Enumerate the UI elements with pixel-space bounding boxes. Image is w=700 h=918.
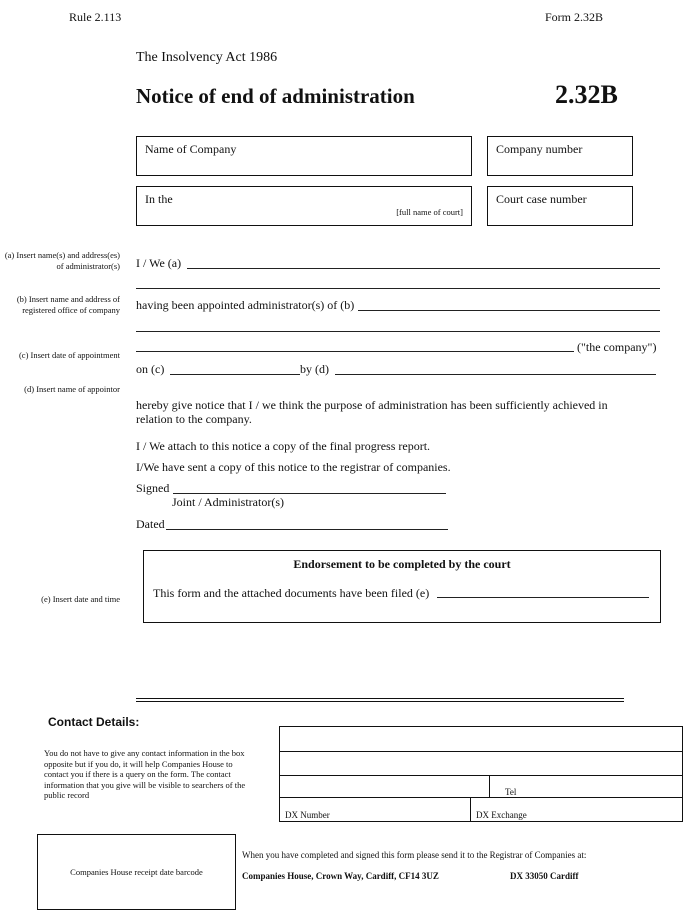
date-line[interactable] xyxy=(166,529,448,530)
attach-text: I / We attach to this notice a copy of the final progress report. xyxy=(136,439,431,453)
appointor-line[interactable] xyxy=(335,374,656,375)
company-name-label: Name of Company xyxy=(145,142,237,156)
signed-label: Signed xyxy=(136,481,170,495)
endorsement-box xyxy=(143,550,661,623)
form-number: Form 2.32B xyxy=(545,10,604,24)
company-line-3[interactable] xyxy=(136,351,574,352)
barcode-label: Companies House receipt date barcode xyxy=(70,867,203,877)
margin-note-d: (d) Insert name of appointor xyxy=(24,384,120,394)
in-the-label: In the xyxy=(145,192,173,206)
companies-house-address: Companies House, Crown Way, Cardiff, CF14 3UZ xyxy=(242,871,439,881)
tel-divider xyxy=(489,775,490,797)
company-name-field[interactable] xyxy=(136,136,472,176)
on-label: on (c) xyxy=(136,362,165,376)
filed-text: This form and the attached documents have been filed (e) xyxy=(153,586,430,600)
company-line-2[interactable] xyxy=(136,331,660,332)
appointment-date-line[interactable] xyxy=(170,374,300,375)
dated-label: Dated xyxy=(136,517,165,531)
joint-administrator-label: Joint / Administrator(s) xyxy=(172,495,284,509)
contact-row-divider-2 xyxy=(280,775,682,776)
dx-address: DX 33050 Cardiff xyxy=(510,871,579,881)
signature-line[interactable] xyxy=(173,493,446,494)
endorsement-title: Endorsement to be completed by the court xyxy=(293,557,511,571)
send-note: When you have completed and signed this form please send it to the Registrar of Companies at: xyxy=(242,850,587,860)
filed-date-line[interactable] xyxy=(437,597,649,598)
appointed-label: having been appointed administrator(s) of (b) xyxy=(136,298,355,312)
form-code: 2.32B xyxy=(555,80,618,109)
company-number-label: Company number xyxy=(496,142,583,156)
administrator-name-line[interactable] xyxy=(187,268,660,269)
dx-divider xyxy=(470,797,471,822)
court-hint: [full name of court] xyxy=(396,207,463,217)
page-title: Notice of end of administration xyxy=(136,84,415,108)
dx-number-label: DX Number xyxy=(285,810,330,820)
court-case-number-field[interactable] xyxy=(487,186,633,226)
contact-row-divider-1 xyxy=(280,751,682,752)
act-title: The Insolvency Act 1986 xyxy=(136,50,278,65)
i-we-label: I / We (a) xyxy=(136,256,182,270)
hereby-text: hereby give notice that I / we think the purpose of administration has been sufficiently achieved in relation to the company. xyxy=(136,398,608,426)
court-name-field[interactable] xyxy=(136,186,472,226)
dx-exchange-label: DX Exchange xyxy=(476,810,527,820)
contact-heading: Contact Details: xyxy=(48,715,140,729)
contact-row-divider-3 xyxy=(280,797,682,798)
barcode-box xyxy=(37,834,236,910)
margin-note-c: (c) Insert date of appointment xyxy=(18,350,120,360)
company-line-1[interactable] xyxy=(358,310,660,311)
margin-note-b: (b) Insert name and address of registered office of company xyxy=(16,294,120,315)
margin-note-e: (e) Insert date and time xyxy=(41,594,120,604)
divider-bottom xyxy=(136,701,624,702)
divider-top xyxy=(136,698,624,699)
tel-label: Tel xyxy=(505,787,517,797)
sent-text: I/We have sent a copy of this notice to the registrar of companies. xyxy=(136,460,451,474)
rule-number: Rule 2.113 xyxy=(69,10,122,24)
company-number-field[interactable] xyxy=(487,136,633,176)
administrator-address-line[interactable] xyxy=(136,288,660,289)
contact-note: You do not have to give any contact information in the box opposite but if you do, it will help Companies House to contact you if there is a query on the form. The contact information that you give will be visible to searchers of the public record xyxy=(44,748,246,800)
by-label: by (d) xyxy=(300,362,329,376)
margin-note-a: (a) Insert name(s) and address(es) of administrator(s) xyxy=(4,250,120,271)
court-case-label: Court case number xyxy=(496,192,587,206)
contact-info-box[interactable] xyxy=(279,726,683,822)
the-company-label: ("the company") xyxy=(577,340,657,354)
